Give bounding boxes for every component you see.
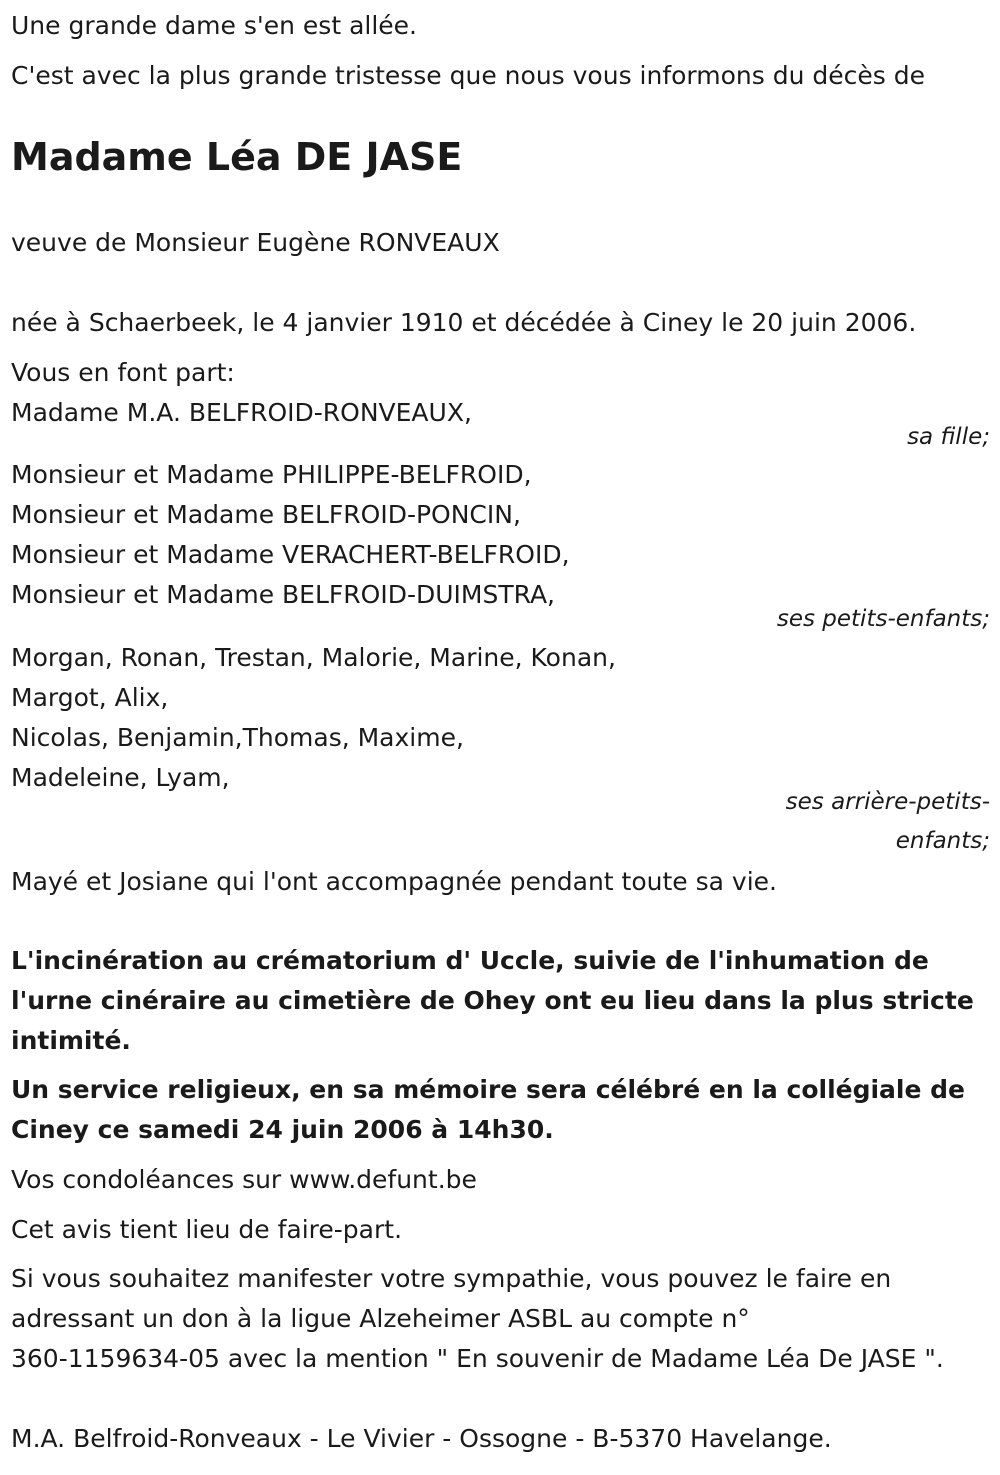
companions: Mayé et Josiane qui l'ont accompagnée pendant toute sa vie. xyxy=(11,867,777,896)
intro-line-2: C'est avec la plus grande tristesse que nous vous informons du décès de xyxy=(11,61,925,90)
grandchild-line: Monsieur et Madame PHILIPPE-BELFROID, xyxy=(11,460,532,489)
grandchildren-relation: ses petits-enfants; xyxy=(776,606,990,632)
grandchild-line: Monsieur et Madame VERACHERT-BELFROID, xyxy=(11,540,570,569)
great-grandchild-line: Nicolas, Benjamin,Thomas, Maxime, xyxy=(11,723,464,752)
condolences: Vos condoléances sur www.defunt.be xyxy=(11,1165,477,1194)
donation-line: adressant un don à la ligue Alzeheimer ASBL au compte n° xyxy=(11,1304,750,1333)
donation-line: Si vous souhaitez manifester votre sympathie, vous pouvez le faire en xyxy=(11,1264,892,1293)
daughter-relation: sa fille; xyxy=(907,424,990,450)
daughter-name: Madame M.A. BELFROID-RONVEAUX, xyxy=(11,398,472,427)
birth-death: née à Schaerbeek, le 4 janvier 1910 et décédée à Ciney le 20 juin 2006. xyxy=(11,308,917,337)
service-line: Ciney ce samedi 24 juin 2006 à 14h30. xyxy=(11,1115,554,1144)
cremation-line: intimité. xyxy=(11,1026,131,1055)
donation-line: 360-1159634-05 avec la mention " En souvenir de Madame Léa De JASE ". xyxy=(11,1344,944,1373)
cremation-line: L'incinération au crématorium d' Uccle, suivie de l'inhumation de xyxy=(11,946,929,975)
service-line: Un service religieux, en sa mémoire sera célébré en la collégiale de xyxy=(11,1075,966,1104)
announcers-intro: Vous en font part: xyxy=(11,358,235,387)
cremation-line: l'urne cinéraire au cimetière de Ohey ont eu lieu dans la plus stricte xyxy=(11,986,974,1015)
notice: Cet avis tient lieu de faire-part. xyxy=(11,1215,403,1244)
great-grandchild-line: Margot, Alix, xyxy=(11,683,169,712)
great-grandchildren-relation-1: ses arrière-petits- xyxy=(785,789,990,815)
great-grandchildren-relation-2: enfants; xyxy=(895,828,990,854)
address: M.A. Belfroid-Ronveaux - Le Vivier - Ossogne - B-5370 Havelange. xyxy=(11,1424,832,1453)
widow-of: veuve de Monsieur Eugène RONVEAUX xyxy=(11,228,500,257)
grandchild-line: Monsieur et Madame BELFROID-PONCIN, xyxy=(11,500,521,529)
deceased-name: Madame Léa DE JASE xyxy=(11,135,463,179)
grandchild-line: Monsieur et Madame BELFROID-DUIMSTRA, xyxy=(11,580,556,609)
intro-line-1: Une grande dame s'en est allée. xyxy=(11,11,417,40)
great-grandchild-line: Morgan, Ronan, Trestan, Malorie, Marine, Konan, xyxy=(11,643,616,672)
great-grandchild-line: Madeleine, Lyam, xyxy=(11,763,230,792)
